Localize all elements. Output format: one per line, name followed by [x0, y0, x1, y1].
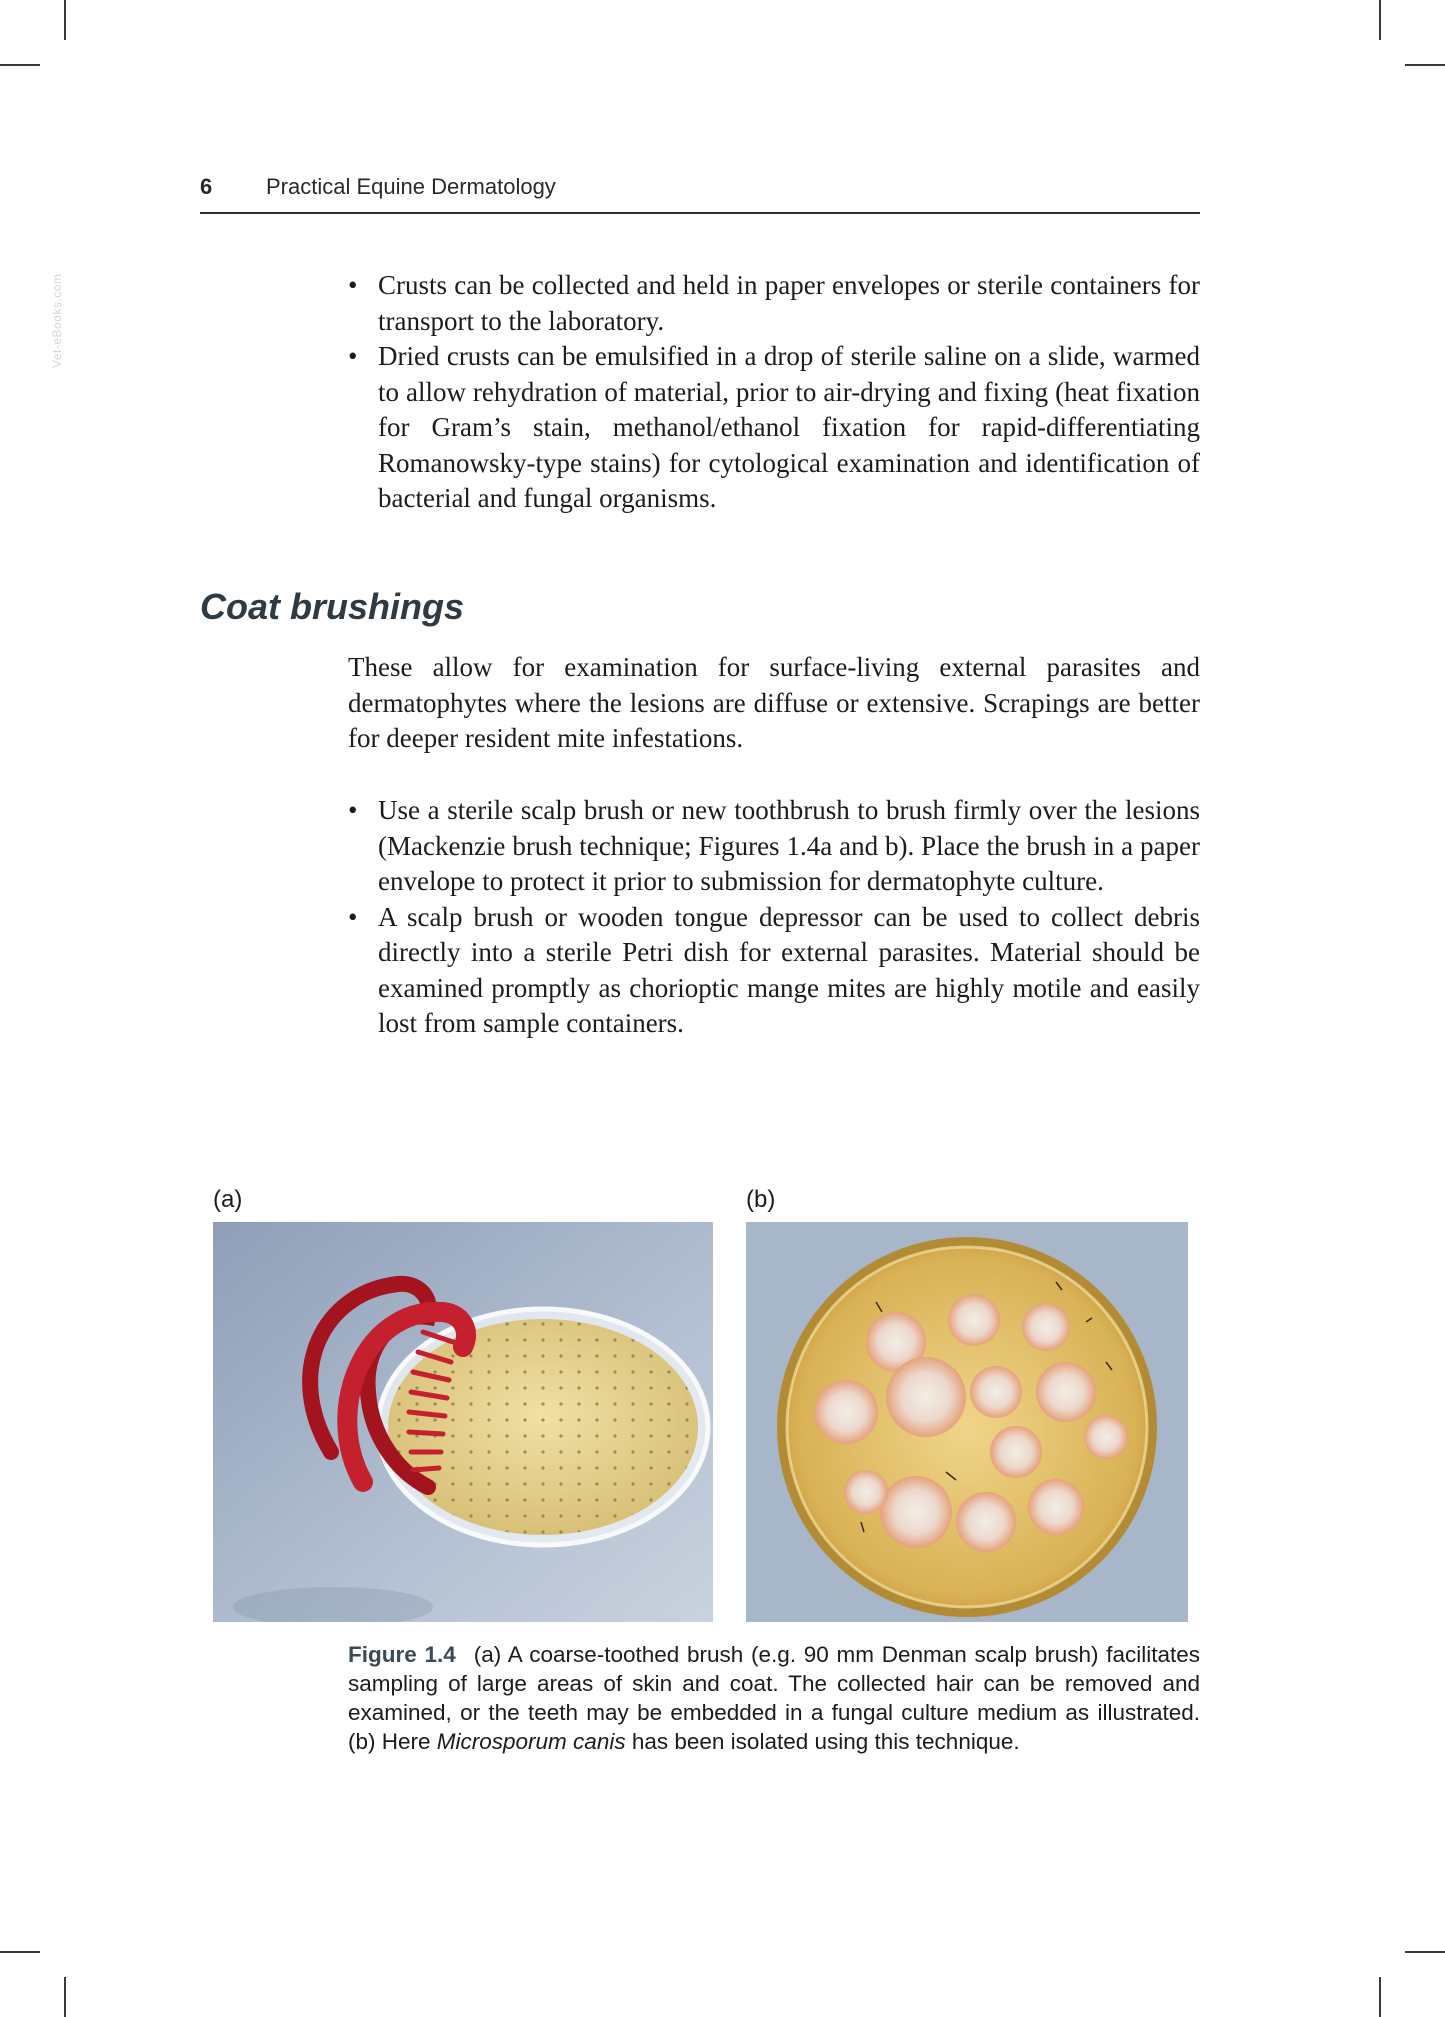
caption-text-end: has been isolated using this technique. [625, 1729, 1020, 1754]
caption-text: (a) A coarse-toothed brush (e.g. 90 mm Denman scalp brush) facilitates sampling of large areas of skin and coat. The collected hair can be removed and examined, or the teeth may be embedded in a fungal culture medium as illustrated. (b) Here [348, 1642, 1200, 1754]
list-item-text: Crusts can be collected and held in paper envelopes or sterile containers for transport to the laboratory. [378, 270, 1200, 336]
section-heading: Coat brushings [200, 586, 465, 627]
crop-mark [1405, 64, 1445, 66]
list-item-text: Dried crusts can be emulsified in a drop of sterile saline on a slide, warmed to allow rehydration of material, prior to air-drying and fixing (heat fixation for Gram’s stain, methanol/ethanol fixation for rapid-differentiating Romanowsky-type stains) for cytological examination and identification of bacterial and fungal organisms. [378, 341, 1200, 513]
crop-mark [1379, 1977, 1381, 2017]
watermark: Vet-eBooks.com [50, 273, 64, 368]
culture-photo-illustration [746, 1222, 1188, 1622]
crop-mark [0, 64, 40, 66]
panel-a-label: (a) [213, 1186, 243, 1213]
brush-photo-illustration [213, 1222, 713, 1622]
crop-mark [64, 0, 66, 40]
bullet-icon: • [348, 795, 358, 825]
panel-b-label: (b) [746, 1186, 776, 1213]
list-item-text: A scalp brush or wooden tongue depressor can be used to collect debris directly into a sterile Petri dish for external parasites. Material should be examined promptly as chorioptic mange mites are highly motile and easily lost from sample containers. [378, 901, 1200, 1038]
photo-brush-petri-dish [213, 1222, 713, 1622]
crop-mark [0, 1951, 40, 1953]
running-head [200, 170, 1200, 214]
caption-species-name: Microsporum canis [436, 1729, 626, 1754]
figure-caption [348, 1640, 1200, 1756]
bullet-icon: • [348, 341, 358, 371]
list-item [348, 339, 1200, 517]
list-item-text: Use a sterile scalp brush or new toothbrush to brush firmly over the lesions (Mackenzie brush technique; Figures 1.4a and b). Place the brush in a paper envelope to protect it prior to submission for dermatophyte culture. [378, 795, 1200, 896]
page-number: 6 [200, 174, 213, 199]
running-title: Practical Equine Dermatology [266, 174, 556, 199]
crop-mark [1405, 1951, 1445, 1953]
list-item [348, 268, 1200, 339]
bullet-icon: • [348, 901, 358, 932]
list-item [348, 793, 1200, 900]
list-item [348, 900, 1200, 1042]
crust-bullet-list [348, 268, 1200, 517]
section-paragraph: These allow for examination for surface-living external parasites and dermatophytes where the lesions are diffuse or extensive. Scrapings are better for deeper resident mite infestations. [348, 652, 1200, 753]
crop-mark [64, 1977, 66, 2017]
brushing-bullet-list [348, 793, 1200, 1042]
photo-fungal-culture [746, 1222, 1188, 1622]
crop-mark [1379, 0, 1381, 40]
figure-number: Figure 1.4 [348, 1642, 456, 1667]
bullet-icon: • [348, 270, 358, 300]
